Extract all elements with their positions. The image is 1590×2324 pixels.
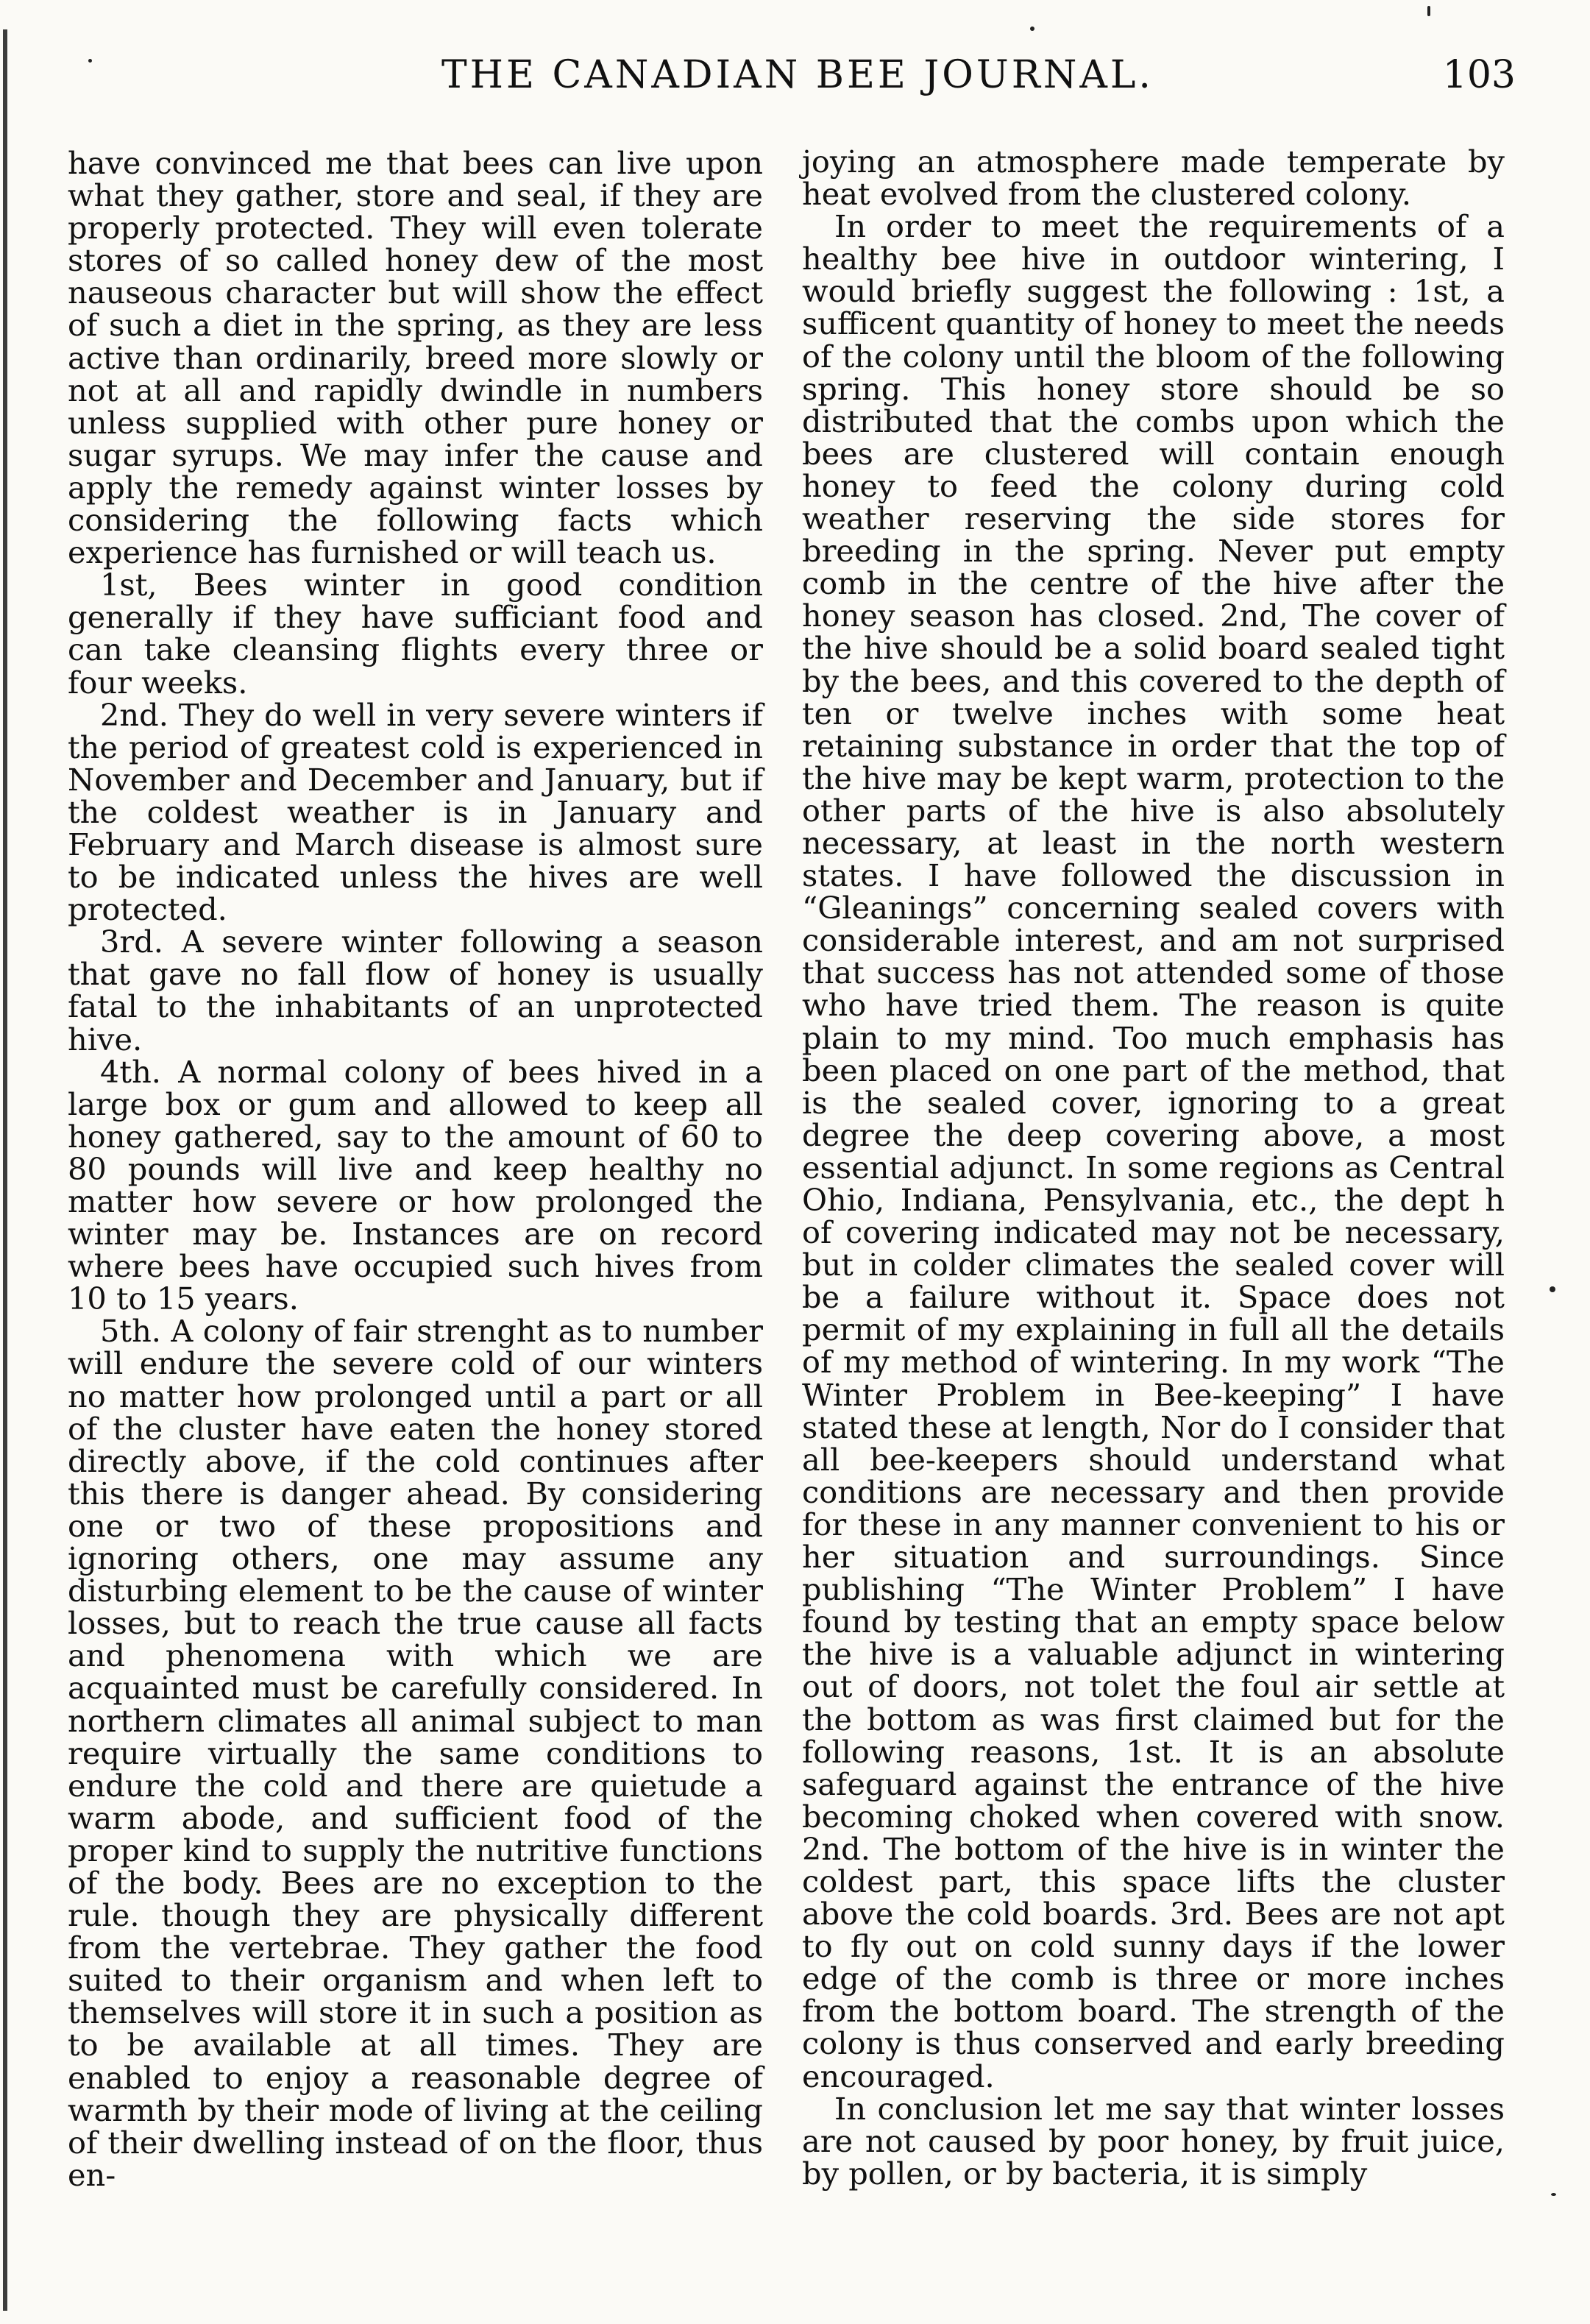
ink-speck: [1030, 26, 1034, 31]
ink-speck: [1551, 2193, 1556, 2196]
paragraph: joying an atmosphere made temperate by heat evolved from the clustered colony.: [802, 144, 1505, 213]
paragraph: In conclusion let me say that winter losses are not caused by poor honey, by fruit juice, by pollen, or by bacteria, it is simply: [802, 2090, 1505, 2192]
paragraph: have convinced me that bees can live upon what they gather, store and seal, if they are properly protected. They will even tolerate stores of so called honey dew of the most nauseous character but will show the effect of such a diet in the spring, as they are less active than ordinarily, breed more slowly or not at all and rapidly dwindle in numbers unless supplied with other pure honey or sugar syrups. We may infer the cause and apply the remedy against winter losses by considering the following facts which experience has furnished or will teach us.: [68, 145, 763, 571]
ink-speck: [1550, 1286, 1555, 1292]
paragraph: 1st, Bees winter in good condition generally if they have sufficiant food and can take cleansing flights every three or four weeks.: [68, 567, 763, 701]
journal-title: THE CANADIAN BEE JOURNAL.: [441, 53, 1154, 97]
right-column: [802, 146, 1505, 2190]
running-header: [412, 53, 1516, 104]
ink-speck: [88, 59, 92, 63]
page-number: 103: [1442, 53, 1516, 97]
paragraph: In order to meet the requirements of a healthy bee hive in outdoor wintering, I would briefly suggest the following : 1st, a sufficent quantity of honey to meet the needs of the colony until the bloom of the following spring. This honey store should be so distributed that the combs upon which the bees are clustered will contain enough honey to feed the colony during cold weather reserving the side stores for breeding in the spring. Never put empty comb in the centre of the hive after the honey season has closed. 2nd, The cover of the hive should be a solid board sealed tight by the bees, and this covered to the depth of ten or twelve inches with some heat retaining substance in order that the top of the hive may be kept warm, protection to the other parts of the hive is also absolutely necessary, at least in the north western states. I have followed the discussion in “Gleanings” concerning sealed covers with considerable interest, and am not surprised that success has not attended some of those who have tried them. The reason is quite plain to my mind. Too much emphasis has been placed on one part of the method, that is the sealed cover, ignoring to a great degree the deep covering above, a most essential adjunct. In some regions as Central Ohio, Indiana, Pensylvania, etc., the dept h of covering indicated may not be necessary, but in colder climates the sealed cover will be a failure without it. Space does not permit of my explaining in full all the details of my method of wintering. In my work “The Winter Problem in Bee-keeping” I have stated these at length, Nor do I consider that all bee-keepers should understand what conditions are necessary and then provide for these in any manner convenient to his or her situation and surroundings. Since publishing “The Winter Problem” I have found by testing that an empty space below the hive is a valuable adjunct in wintering out of doors, not tolet the foul air settle at the bottom as was first claimed but for the following reasons, 1st. It is an absolute safeguard against the entrance of the hive becoming choked when covered with snow. 2nd. The bottom of the hive is in winter the coldest part, this space lifts the cluster above the cold boards. 3rd. Bees are not apt to fly out on cold sunny days if the lower edge of the comb is three or more inches from the bottom board. The strength of the colony is thus conserved and early breeding encouraged.: [802, 208, 1505, 2094]
paragraph: 4th. A normal colony of bees hived in a large box or gum and allowed to keep all honey gathered, say to the amount of 60 to 80 pounds will live and keep healthy no matter how severe or how prolonged the winter may be. Instances are on record where bees have occupied such hives from 10 to 15 years.: [68, 1053, 763, 1317]
paragraph: 5th. A colony of fair strenght as to number will endure the severe cold of our winters no matter how prolonged until a part or all of the cluster have eaten the honey stored directly above, if the cold continues after this there is danger ahead. By considering one or two of these propositions and ignoring others, one may assume any disturbing element to be the cause of winter losses, but to reach the true cause all facts and phenomena with which we are acquainted must be carefully considered. In northern climates all animal subject to man require virtually the same conditions to endure the cold and there are quietude a warm abode, and sufficient food of the proper kind to supply the nutritive functions of the body. Bees are no exception to the rule. though they are physically different from the vertebrae. They gather the food suited to their organism and when left to themselves will store it in such a position as to be available at all times. They are enabled to enjoy a reasonable degree of warmth by their mode of living at the ceiling of their dwelling instead of on the floor, thus en-: [68, 1313, 763, 2193]
paragraph: 3rd. A severe winter following a season that gave no fall flow of honey is usually fatal to the inhabitants of an unprotected hive.: [68, 924, 763, 1058]
page-edge-rule: [3, 29, 7, 2311]
left-column: [68, 147, 763, 2192]
ink-speck: [1427, 6, 1430, 16]
paragraph: 2nd. They do well in very severe winters if the period of greatest cold is experienced in November and December and January, but if the coldest weather is in January and February and March disease is almost sure to be indicated unless the hives are well protected.: [68, 696, 763, 928]
